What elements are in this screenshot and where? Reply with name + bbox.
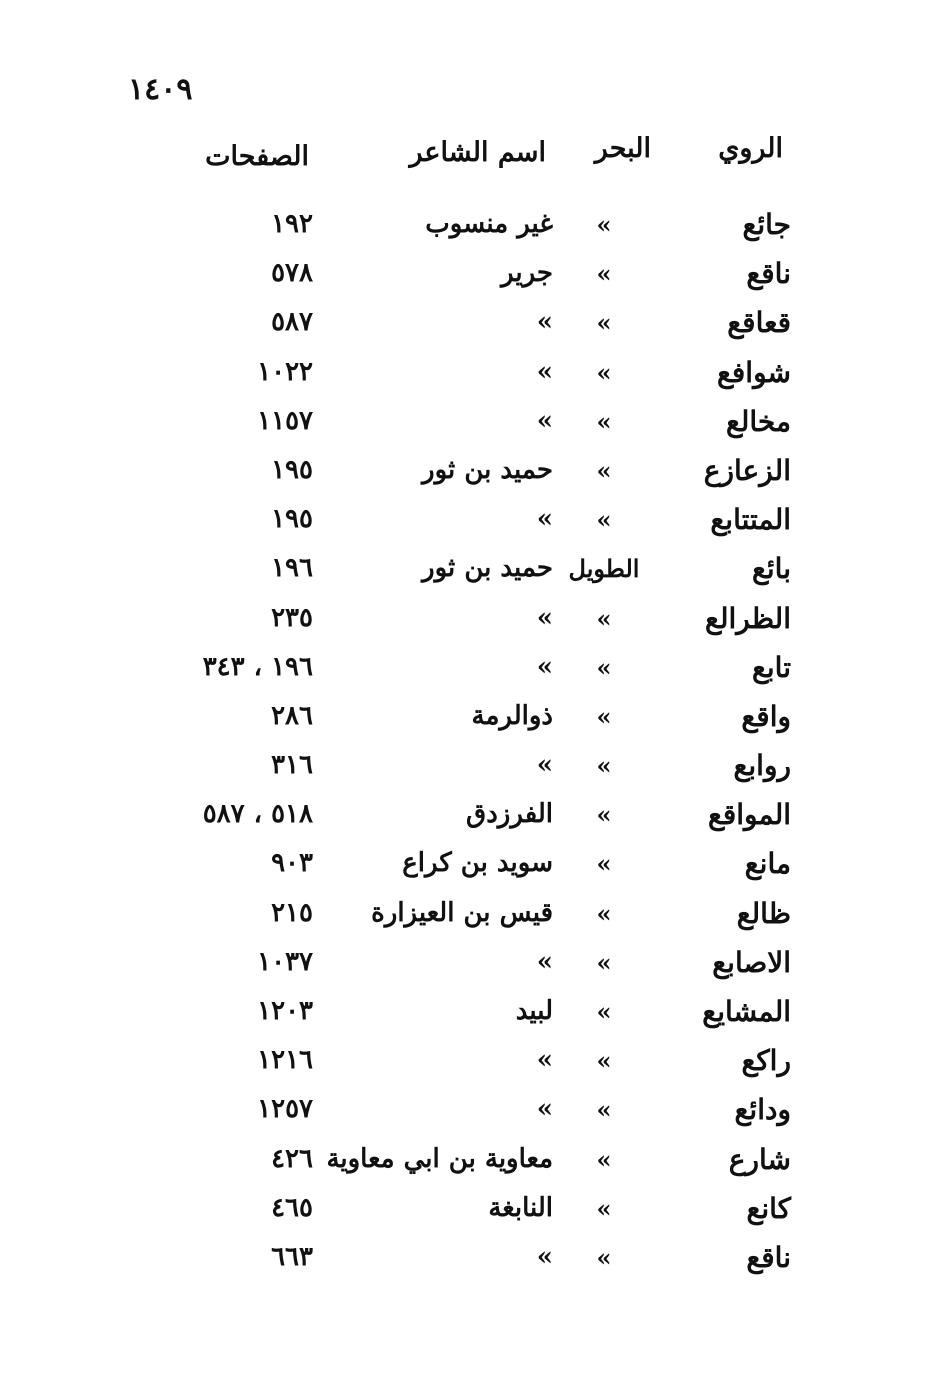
table-header xyxy=(0,133,931,177)
pages-cell: ١٩٥ xyxy=(271,454,313,485)
table-row xyxy=(0,446,931,495)
rhyme-cell: كانع xyxy=(746,1191,791,1225)
meter-cell: » xyxy=(596,603,612,633)
pages-cell: ٤٦٥ xyxy=(271,1192,313,1223)
pages-cell: ١٠٢٢ xyxy=(257,356,313,387)
rhyme-table xyxy=(0,200,931,1282)
pages-cell: ٢١٥ xyxy=(271,897,313,928)
rhyme-cell: المتتابع xyxy=(710,503,791,537)
poet-cell: ذوالرمة xyxy=(471,700,553,731)
poet-cell: حميد بن ثور xyxy=(422,553,553,584)
table-row xyxy=(0,249,931,298)
pages-cell: ٢٣٥ xyxy=(271,602,313,633)
pages-cell: ٥٨٧ xyxy=(271,307,313,338)
table-row xyxy=(0,938,931,987)
rhyme-cell: جائع xyxy=(742,208,791,241)
meter-cell: » xyxy=(596,947,612,977)
poet-cell: » xyxy=(536,1241,553,1272)
pages-cell: ١٢٥٧ xyxy=(257,1094,313,1125)
meter-cell: » xyxy=(596,652,612,682)
table-row xyxy=(0,1085,931,1134)
pages-cell: ١٠٣٧ xyxy=(257,946,313,977)
table-row xyxy=(0,298,931,347)
header-meter: البحر xyxy=(594,133,651,164)
meter-cell: » xyxy=(596,357,612,387)
table-row xyxy=(0,692,931,741)
pages-cell: ٥٧٨ xyxy=(271,258,313,289)
rhyme-cell: الظرالع xyxy=(705,601,791,635)
rhyme-cell: الزعازع xyxy=(703,453,791,487)
pages-cell: ١٩٦ xyxy=(271,553,313,584)
rhyme-cell: بائع xyxy=(751,552,791,586)
rhyme-cell: شوافع xyxy=(717,355,791,389)
rhyme-cell: روابع xyxy=(733,749,791,783)
table-row xyxy=(0,594,931,643)
table-row xyxy=(0,987,931,1036)
poet-cell: حميد بن ثور xyxy=(422,454,553,485)
poet-cell: » xyxy=(536,651,553,682)
rhyme-cell: ودائع xyxy=(734,1093,791,1127)
pages-cell: ١٢٠٣ xyxy=(257,996,313,1026)
rhyme-cell: الاصابع xyxy=(712,945,791,979)
header-rhyme: الروي xyxy=(718,133,783,164)
pages-cell: ١٩٦ ، ٣٤٣ xyxy=(202,651,313,682)
pages-cell: ٥١٨ ، ٥٨٧ xyxy=(202,799,313,830)
table-row xyxy=(0,1036,931,1085)
meter-cell: » xyxy=(596,800,612,830)
meter-cell: » xyxy=(596,505,612,535)
header-pages: الصفحات xyxy=(205,141,309,172)
meter-cell: » xyxy=(596,849,612,879)
poet-cell: » xyxy=(536,405,553,436)
table-row xyxy=(0,643,931,692)
table-row xyxy=(0,790,931,839)
poet-cell: » xyxy=(536,946,553,977)
table-row xyxy=(0,1233,931,1282)
poet-cell: الفرزدق xyxy=(466,799,553,830)
meter-cell: » xyxy=(596,997,612,1026)
rhyme-cell: واقع xyxy=(741,699,791,733)
table-row xyxy=(0,544,931,593)
poet-cell: » xyxy=(536,504,553,535)
pages-cell: ٩٠٣ xyxy=(271,848,313,879)
meter-cell: » xyxy=(596,898,612,928)
rhyme-cell: ناقع xyxy=(746,1240,791,1274)
poet-cell: قيس بن العيزارة xyxy=(371,897,553,928)
table-row xyxy=(0,348,931,397)
meter-cell: » xyxy=(596,1193,612,1223)
meter-cell: » xyxy=(596,701,612,731)
poet-cell: غير منسوب xyxy=(425,209,553,239)
rhyme-cell: مخالع xyxy=(725,404,791,438)
poet-cell: لبيد xyxy=(515,996,553,1026)
poet-cell: جرير xyxy=(501,258,553,289)
poet-cell: » xyxy=(536,307,553,338)
meter-cell: الطويل xyxy=(568,554,640,584)
rhyme-cell: تابع xyxy=(751,650,791,684)
pages-cell: ١٢١٦ xyxy=(257,1045,313,1076)
pages-cell: ١١٥٧ xyxy=(257,405,313,436)
meter-cell: » xyxy=(596,751,612,781)
pages-cell: ٣١٦ xyxy=(271,750,313,781)
rhyme-cell: المواقع xyxy=(707,798,791,832)
table-row xyxy=(0,889,931,938)
meter-cell: » xyxy=(596,1242,612,1272)
rhyme-cell: مانع xyxy=(744,847,791,881)
meter-cell: » xyxy=(596,308,612,338)
poet-cell: سويد بن كراع xyxy=(402,848,553,879)
poet-cell: معاوية بن ابي معاوية xyxy=(326,1143,553,1174)
table-row xyxy=(0,1135,931,1184)
meter-cell: » xyxy=(596,1046,612,1076)
table-row xyxy=(0,200,931,249)
meter-cell: » xyxy=(596,210,612,239)
poet-cell: » xyxy=(536,750,553,781)
table-row xyxy=(0,1184,931,1233)
header-poet: اسم الشاعر xyxy=(409,137,546,168)
rhyme-cell: ناقع xyxy=(746,257,791,291)
poet-cell: النابغة xyxy=(488,1192,553,1223)
pages-cell: ١٩٢ xyxy=(271,209,313,239)
poet-cell: » xyxy=(536,1094,553,1125)
table-row xyxy=(0,495,931,544)
meter-cell: » xyxy=(596,1144,612,1174)
rhyme-cell: ظالع xyxy=(736,896,791,930)
rhyme-cell: قعاقع xyxy=(727,306,791,340)
poet-cell: » xyxy=(536,356,553,387)
pages-cell: ١٩٥ xyxy=(271,504,313,535)
table-row xyxy=(0,741,931,790)
poet-cell: » xyxy=(536,1045,553,1076)
poet-cell: » xyxy=(536,602,553,633)
pages-cell: ٤٢٦ xyxy=(271,1143,313,1174)
table-row xyxy=(0,839,931,888)
page-number: ١٤٠٩ xyxy=(128,72,193,107)
meter-cell: » xyxy=(596,259,612,289)
pages-cell: ٢٨٦ xyxy=(271,700,313,731)
rhyme-cell: شارع xyxy=(728,1142,791,1176)
table-row xyxy=(0,397,931,446)
meter-cell: » xyxy=(596,455,612,485)
meter-cell: » xyxy=(596,406,612,436)
rhyme-cell: راكع xyxy=(741,1044,791,1078)
pages-cell: ٦٦٣ xyxy=(271,1241,313,1272)
meter-cell: » xyxy=(596,1095,612,1125)
rhyme-cell: المشايع xyxy=(702,995,791,1028)
